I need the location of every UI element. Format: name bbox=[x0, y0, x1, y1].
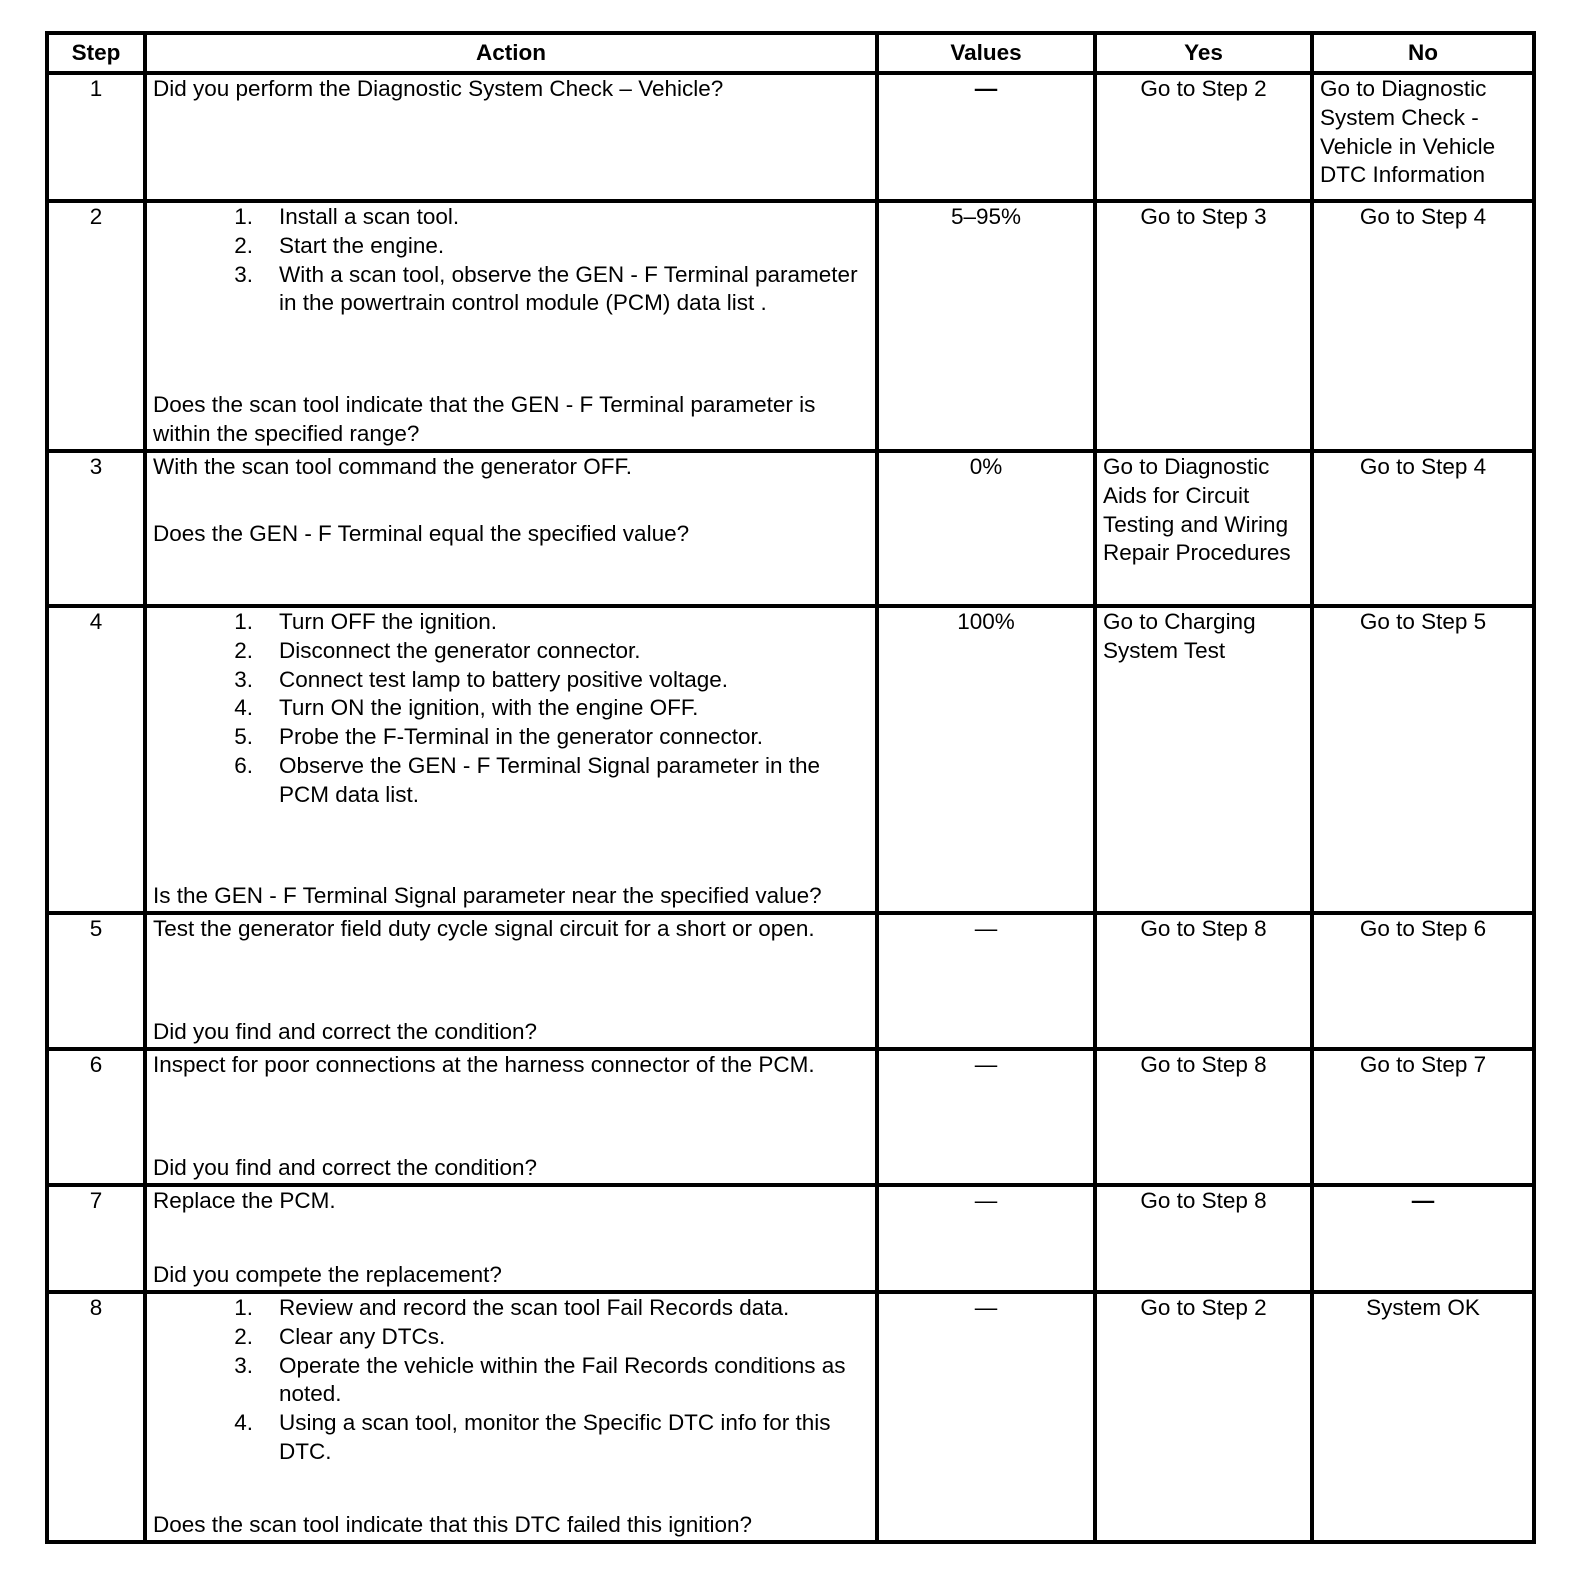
step-number: 5 bbox=[47, 913, 145, 1049]
list-item: 2. Disconnect the generator connector. bbox=[234, 637, 641, 663]
action-question: Did you find and correct the condition? bbox=[153, 1019, 537, 1045]
yes-cell: Go to Step 2 bbox=[1095, 73, 1312, 201]
action-question: Did you compete the replacement? bbox=[153, 1262, 502, 1288]
action-cell bbox=[145, 606, 877, 913]
header-action: Action bbox=[145, 33, 877, 73]
diagnostic-table bbox=[45, 31, 1536, 1544]
list-item: 6. Observe the GEN - F Terminal Signal parameter in the PCM data list. bbox=[234, 752, 821, 807]
action-cell bbox=[145, 73, 877, 201]
action-list bbox=[153, 203, 869, 318]
header-no: No bbox=[1312, 33, 1534, 73]
step-number: 6 bbox=[47, 1049, 145, 1185]
header-yes: Yes bbox=[1095, 33, 1312, 73]
list-item: 5. Probe the F-Terminal in the generator connector. bbox=[234, 724, 764, 750]
step-number: 2 bbox=[47, 201, 145, 451]
value-cell: — bbox=[877, 913, 1095, 1049]
action-cell bbox=[145, 1292, 877, 1542]
action-question: Did you find and correct the condition? bbox=[153, 1155, 537, 1181]
action-question: Did you perform the Diagnostic System Check – Vehicle? bbox=[153, 76, 724, 101]
list-item: 3. Connect test lamp to battery positive voltage. bbox=[234, 666, 728, 692]
yes-cell: Go to Step 8 bbox=[1095, 1185, 1312, 1292]
no-cell: Go to Step 5 bbox=[1312, 606, 1534, 913]
table-row bbox=[47, 606, 1534, 913]
action-question: Does the scan tool indicate that the GEN - F Terminal parameter is within the specified range? bbox=[153, 392, 816, 447]
value-cell: — bbox=[877, 73, 1095, 201]
action-cell bbox=[145, 201, 877, 451]
no-cell: Go to Step 4 bbox=[1312, 451, 1534, 606]
list-item: 3. With a scan tool, observe the GEN - F Terminal parameter in the powertrain control module (PCM) data list . bbox=[234, 261, 858, 316]
value-cell: — bbox=[877, 1292, 1095, 1542]
table-row bbox=[47, 1292, 1534, 1542]
yes-cell: Go to Step 2 bbox=[1095, 1292, 1312, 1542]
step-number: 3 bbox=[47, 451, 145, 606]
value-cell: 0% bbox=[877, 451, 1095, 606]
no-cell: Go to Diagnostic System Check - Vehicle in Vehicle DTC Information bbox=[1312, 73, 1534, 201]
step-number: 8 bbox=[47, 1292, 145, 1542]
action-intro: With the scan tool command the generator OFF. bbox=[153, 454, 632, 479]
table-row bbox=[47, 1049, 1534, 1185]
list-item: 4. Turn ON the ignition, with the engine OFF. bbox=[234, 695, 699, 721]
yes-cell: Go to Charging System Test bbox=[1095, 606, 1312, 913]
yes-cell: Go to Step 3 bbox=[1095, 201, 1312, 451]
table-row bbox=[47, 913, 1534, 1049]
list-item: 1. Install a scan tool. bbox=[234, 204, 460, 229]
action-cell bbox=[145, 913, 877, 1049]
yes-cell: Go to Diagnostic Aids for Circuit Testing and Wiring Repair Procedures bbox=[1095, 451, 1312, 606]
no-cell: Go to Step 7 bbox=[1312, 1049, 1534, 1185]
action-question: Is the GEN - F Terminal Signal parameter near the specified value? bbox=[153, 883, 822, 909]
value-cell: — bbox=[877, 1185, 1095, 1292]
action-intro: Test the generator field duty cycle signal circuit for a short or open. bbox=[153, 916, 815, 941]
action-intro: Replace the PCM. bbox=[153, 1188, 336, 1213]
action-cell bbox=[145, 451, 877, 606]
list-item: 4. Using a scan tool, monitor the Specific DTC info for this DTC. bbox=[234, 1410, 831, 1464]
value-cell: 5–95% bbox=[877, 201, 1095, 451]
table-row bbox=[47, 451, 1534, 606]
no-cell: System OK bbox=[1312, 1292, 1534, 1542]
header-row bbox=[47, 33, 1534, 73]
action-list bbox=[153, 608, 869, 810]
action-intro: Inspect for poor connections at the harness connector of the PCM. bbox=[153, 1052, 815, 1077]
action-question: Does the GEN - F Terminal equal the specified value? bbox=[153, 520, 690, 546]
value-cell: — bbox=[877, 1049, 1095, 1185]
table-row bbox=[47, 73, 1534, 201]
no-cell: Go to Step 6 bbox=[1312, 913, 1534, 1049]
action-cell bbox=[145, 1185, 877, 1292]
step-number: 7 bbox=[47, 1185, 145, 1292]
action-cell bbox=[145, 1049, 877, 1185]
header-values: Values bbox=[877, 33, 1095, 73]
table-row bbox=[47, 201, 1534, 451]
step-number: 1 bbox=[47, 73, 145, 201]
action-question: Does the scan tool indicate that this DTC failed this ignition? bbox=[153, 1512, 753, 1538]
header-step: Step bbox=[47, 33, 145, 73]
action-list bbox=[153, 1294, 869, 1467]
list-item: 2. Start the engine. bbox=[234, 232, 445, 258]
table-row bbox=[47, 1185, 1534, 1292]
list-item: 2. Clear any DTCs. bbox=[234, 1323, 446, 1349]
step-number: 4 bbox=[47, 606, 145, 913]
yes-cell: Go to Step 8 bbox=[1095, 913, 1312, 1049]
list-item: 1. Turn OFF the ignition. bbox=[234, 609, 498, 634]
list-item: 1. Review and record the scan tool Fail Records data. bbox=[234, 1295, 790, 1320]
yes-cell: Go to Step 8 bbox=[1095, 1049, 1312, 1185]
list-item: 3. Operate the vehicle within the Fail Records conditions as noted. bbox=[234, 1352, 846, 1407]
value-cell: 100% bbox=[877, 606, 1095, 913]
no-cell: — bbox=[1312, 1185, 1534, 1292]
no-cell: Go to Step 4 bbox=[1312, 201, 1534, 451]
